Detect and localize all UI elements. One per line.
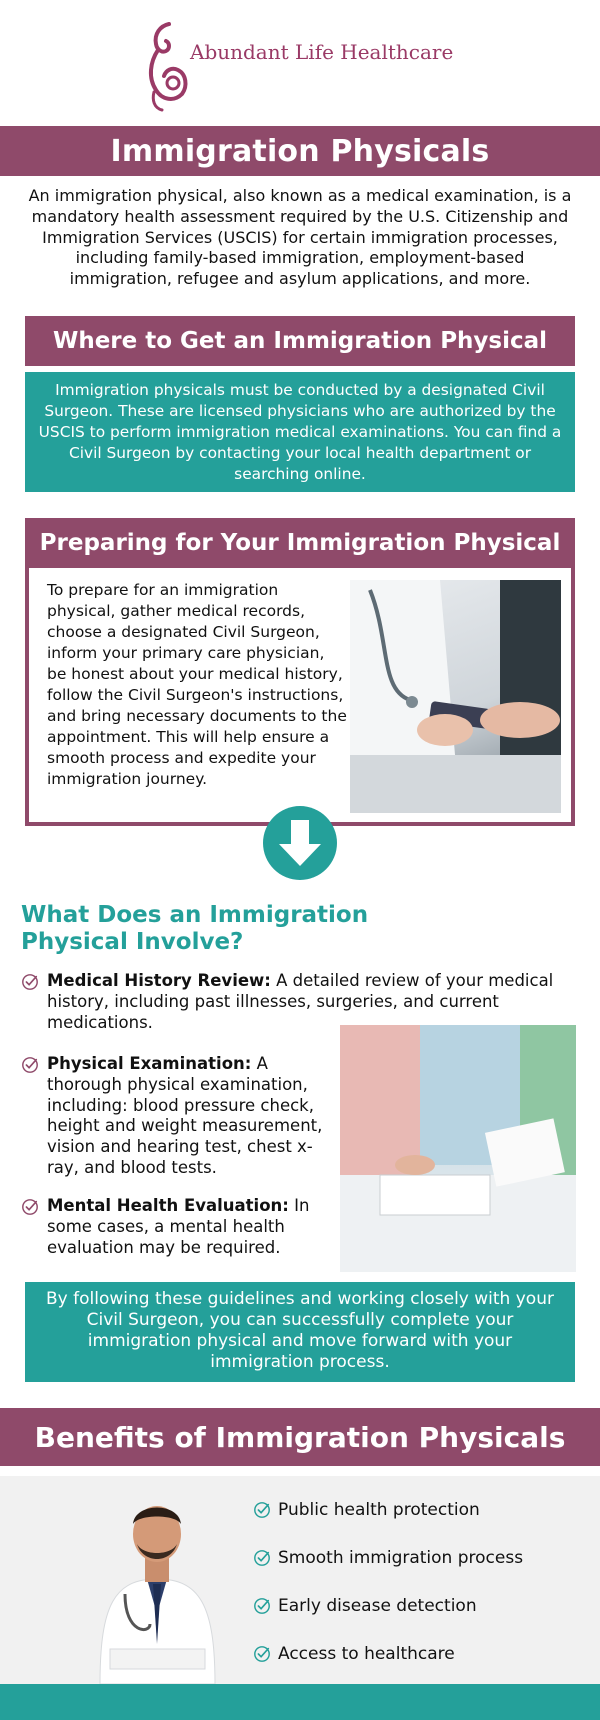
check-circle-icon	[253, 1501, 271, 1519]
header	[0, 0, 600, 126]
involve-item-text: A thorough physical examination, including: blood pressure check, height and weight measurement, vision and hearing test, chest x-ray, and blood tests.	[47, 1054, 323, 1177]
closing-text: By following these guidelines and working closely with your Civil Surgeon, you can successfully complete your immigration physical and move forward with your immigration process.	[46, 1289, 554, 1372]
prepare-body: To prepare for an immigration physical, gather medical records, choose a designated Civil Surgeon, inform your primary care physician, be honest about your medical history, follow the Civil Surgeon's instructions, and bring necessary documents to the appointment. This will help ensure a smooth process and expedite your immigration journey.	[47, 581, 347, 788]
check-circle-icon	[253, 1645, 271, 1663]
involve-item-text: In some cases, a mental health evaluation may be required.	[47, 1196, 310, 1257]
doctor-illustration	[95, 1484, 220, 1684]
benefit-label: Access to healthcare	[278, 1644, 455, 1664]
benefit-label: Public health protection	[278, 1500, 480, 1520]
involve-item-text: A detailed review of your medical history, including past illnesses, surgeries, and current medications.	[47, 971, 554, 1032]
logo-text: Abundant Life Healthcare	[190, 40, 454, 64]
benefit-label: Early disease detection	[278, 1596, 477, 1616]
prepare-heading: Preparing for Your Immigration Physical	[39, 530, 561, 556]
page-title: Immigration Physicals	[110, 133, 490, 169]
pregnant-woman-logo-icon	[142, 20, 192, 112]
benefit-label: Smooth immigration process	[278, 1548, 524, 1568]
doctor-photo-illustration	[350, 580, 561, 813]
where-heading-bar	[25, 316, 575, 366]
check-circle-icon	[21, 973, 39, 991]
check-circle-icon	[21, 1056, 39, 1074]
involve-heading: What Does an Immigration Physical Involve?	[21, 902, 369, 955]
check-circle-icon	[21, 1198, 39, 1216]
involve-item-label: Medical History Review:	[47, 971, 271, 990]
involve-item-label: Physical Examination:	[47, 1054, 252, 1073]
logo[interactable]	[142, 20, 472, 112]
arrow-down-icon	[263, 806, 337, 880]
intro-paragraph: An immigration physical, also known as a medical examination, is a mandatory health assessment required by the U.S. Citizenship and Immigration Services (USCIS) for certain immigration processes, including family-based immigration, employment-based immigration, refugee and asylum applications, and more.	[28, 186, 572, 289]
footer-bar	[0, 1684, 600, 1720]
meeting-photo-illustration	[340, 1025, 576, 1272]
doctor-handing-card-photo	[350, 580, 561, 813]
closing-box	[25, 1282, 575, 1382]
where-info-box	[25, 372, 575, 492]
benefits-heading-bar	[0, 1408, 600, 1466]
paperwork-meeting-photo	[340, 1025, 576, 1272]
check-circle-icon	[253, 1549, 271, 1567]
involve-item-label: Mental Health Evaluation:	[47, 1196, 289, 1215]
benefits-heading: Benefits of Immigration Physicals	[34, 1420, 566, 1454]
main-title-bar	[0, 126, 600, 176]
check-circle-icon	[253, 1597, 271, 1615]
where-body: Immigration physicals must be conducted by a designated Civil Surgeon. These are licensed physicians who are authorized by the USCIS to perform immigration medical examinations. You can find a Civil Surgeon by contacting your local health department or searching online.	[38, 381, 562, 483]
where-heading: Where to Get an Immigration Physical	[52, 328, 548, 354]
